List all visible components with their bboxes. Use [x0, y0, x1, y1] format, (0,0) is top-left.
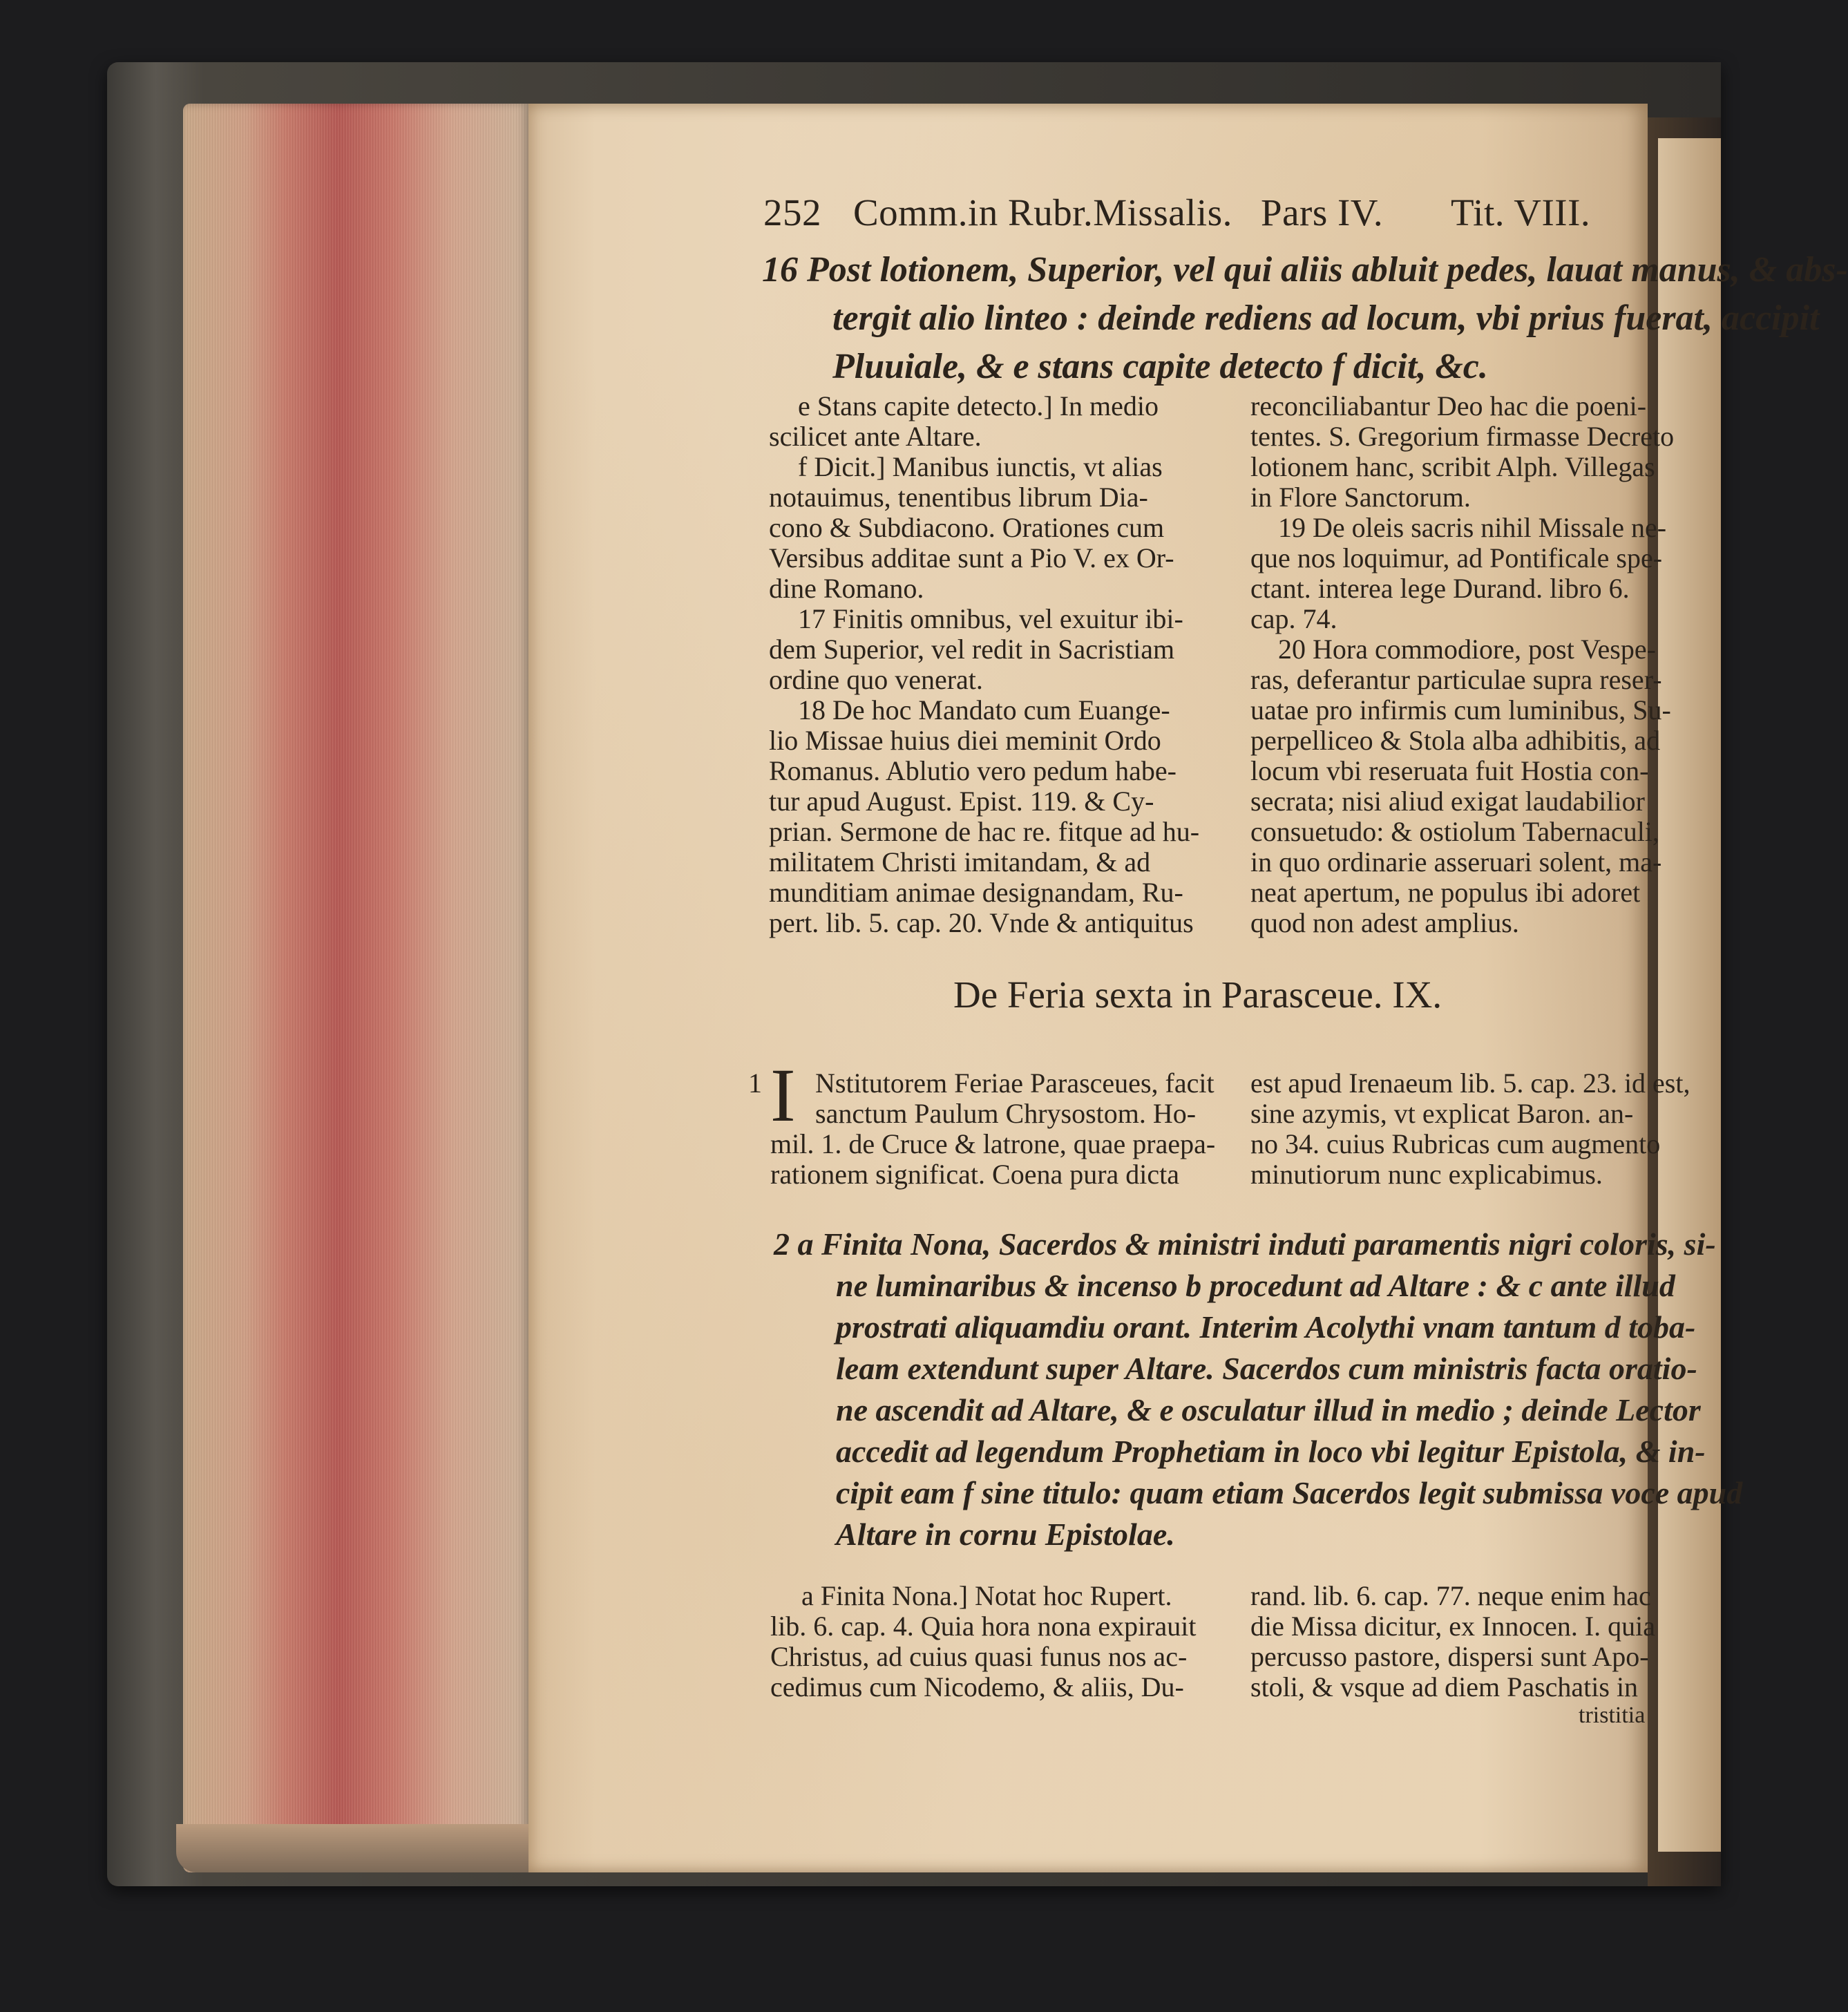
rubric16-line: tergit alio linteo : deinde rediens ad locum, vbi prius fuerat, accipit	[832, 298, 1820, 338]
title-ref: Tit. VIII.	[1451, 191, 1591, 234]
rubric2-line: ne luminaribus & incenso b procedunt ad Altare : & c ante illud	[836, 1268, 1675, 1303]
intro-left-line: mil. 1. de Cruce & latrone, quae praepa-	[770, 1128, 1216, 1159]
left-col-line: dine Romano.	[769, 573, 924, 604]
intro-right-line: sine azymis, vt explicat Baron. an-	[1250, 1098, 1634, 1129]
rubric16-line: Pluuiale, & e stans capite detecto f dicit, &c.	[832, 347, 1488, 386]
intro-right-line: minutiorum nunc explicabimus.	[1250, 1159, 1603, 1190]
right-col-line: reconciliabantur Deo hac die poeni-	[1250, 390, 1647, 421]
left-col-line: cono & Subdiacono. Orationes cum	[769, 512, 1165, 543]
right-col2-line: percusso pastore, dispersi sunt Apo-	[1250, 1641, 1649, 1672]
section-number: 1	[748, 1067, 762, 1099]
next-page-sliver	[1658, 138, 1721, 1852]
rubric2-line: leam extendunt super Altare. Sacerdos cum ministris facta oratio-	[836, 1351, 1697, 1386]
right-col2-line: die Missa dicitur, ex Innocen. I. quia	[1250, 1611, 1656, 1642]
fore-edge	[183, 104, 528, 1872]
part-label: Pars IV.	[1261, 191, 1384, 234]
left-col2-line: Christus, ad cuius quasi funus nos ac-	[770, 1641, 1188, 1672]
right-col-line: in Flore Sanctorum.	[1250, 482, 1471, 513]
left-col-line: militatem Christi imitandam, & ad	[769, 846, 1151, 877]
right-col-line: in quo ordinarie asseruari solent, ma-	[1250, 846, 1662, 877]
right-col-line: neat apertum, ne populus ibi adoret	[1250, 877, 1641, 908]
rubric2-line: accedit ad legendum Prophetiam in loco vbi legitur Epistola, & in-	[836, 1434, 1706, 1469]
left-col-line: ordine quo venerat.	[769, 664, 983, 695]
right-col-line: que nos loquimur, ad Pontificale spe-	[1250, 542, 1663, 573]
right-col-line: quod non adest amplius.	[1250, 907, 1519, 938]
intro-left-line: rationem significat. Coena pura dicta	[770, 1159, 1180, 1190]
left-col-line: e Stans capite detecto.] In medio	[798, 390, 1159, 421]
intro-right-line: est apud Irenaeum lib. 5. cap. 23. id est,	[1250, 1067, 1690, 1099]
left-col-line: notauimus, tenentibus librum Dia-	[769, 482, 1148, 513]
section-title: De Feria sexta in Parasceue. IX.	[953, 974, 1442, 1016]
left-col2-line: lib. 6. cap. 4. Quia hora nona expirauit	[770, 1611, 1197, 1642]
right-col-line: perpelliceo & Stola alba adhibitis, ad	[1250, 725, 1661, 756]
left-col2-line: cedimus cum Nicodemo, & aliis, Du-	[770, 1671, 1184, 1702]
right-col2-line: rand. lib. 6. cap. 77. neque enim hac	[1250, 1580, 1651, 1611]
left-col-line: Versibus additae sunt a Pio V. ex Or-	[769, 542, 1174, 573]
right-col-line: uatae pro infirmis cum luminibus, Su-	[1250, 694, 1671, 725]
right-col-line: ras, deferantur particulae supra reser-	[1250, 664, 1662, 695]
left-col-line: munditiam animae designandam, Ru-	[769, 877, 1183, 908]
left-col-line: f Dicit.] Manibus iunctis, vt alias	[798, 451, 1163, 482]
left-col-line: pert. lib. 5. cap. 20. Vnde & antiquitus	[769, 907, 1194, 938]
right-col-line: 19 De oleis sacris nihil Missale ne-	[1278, 512, 1667, 543]
left-col-line: prian. Sermone de hac re. fitque ad hu-	[769, 816, 1200, 847]
right-col-line: tentes. S. Gregorium firmasse Decreto	[1250, 421, 1675, 452]
right-col-line: locum vbi reseruata fuit Hostia con-	[1250, 755, 1649, 786]
intro-left-line: Nstitutorem Feriae Parasceues, facit	[815, 1067, 1214, 1099]
rubric2-line: prostrati aliquamdiu orant. Interim Acolythi vnam tantum d toba-	[836, 1309, 1696, 1345]
left-col-line: scilicet ante Altare.	[769, 421, 982, 452]
right-col-line: consuetudo: & ostiolum Tabernaculi,	[1250, 816, 1659, 847]
right-col2-line: stoli, & vsque ad diem Paschatis in	[1250, 1671, 1639, 1702]
rubric2-line: ne ascendit ad Altare, & e osculatur illud in medio ; deinde Lector	[836, 1392, 1701, 1427]
fore-edge-bottom	[176, 1824, 535, 1872]
book-page	[528, 104, 1848, 1872]
left-col-line: dem Superior, vel redit in Sacristiam	[769, 634, 1175, 665]
right-col-line: 20 Hora commodiore, post Vespe-	[1278, 634, 1656, 665]
right-col-line: lotionem hanc, scribit Alph. Villegas	[1250, 451, 1655, 482]
drop-cap: I	[770, 1053, 796, 1137]
catchword: tristitia	[1579, 1702, 1646, 1728]
right-col-line: ctant. interea lege Durand. libro 6.	[1250, 573, 1630, 604]
right-col-line: cap. 74.	[1250, 603, 1337, 634]
left-col-line: Romanus. Ablutio vero pedum habe-	[769, 755, 1177, 786]
left-col-line: 17 Finitis omnibus, vel exuitur ibi-	[798, 603, 1183, 634]
running-title: Comm.in Rubr.Missalis.	[853, 191, 1232, 234]
rubric2-line: Altare in cornu Epistolae.	[836, 1517, 1175, 1552]
left-col-line: 18 De hoc Mandato cum Euange-	[798, 694, 1170, 725]
intro-right-line: no 34. cuius Rubricas cum augmento	[1250, 1128, 1661, 1159]
page-number: 252	[763, 191, 821, 234]
rubric2-line: cipit eam f sine titulo: quam etiam Sacerdos legit submissa voce apud	[836, 1475, 1743, 1510]
left-col2-line: a Finita Nona.] Notat hoc Rupert.	[801, 1580, 1172, 1611]
left-col-line: lio Missae huius diei meminit Ordo	[769, 725, 1161, 756]
left-col-line: tur apud August. Epist. 119. & Cy-	[769, 786, 1154, 817]
rubric2-line: 2 a Finita Nona, Sacerdos & ministri induti paramentis nigri coloris, si-	[774, 1226, 1716, 1262]
right-col-line: secrata; nisi aliud exigat laudabilior	[1250, 786, 1645, 817]
rubric16-line: 16 Post lotionem, Superior, vel qui aliis abluit pedes, lauat manus, & abs-	[762, 250, 1848, 290]
intro-left-line: sanctum Paulum Chrysostom. Ho-	[815, 1098, 1197, 1129]
